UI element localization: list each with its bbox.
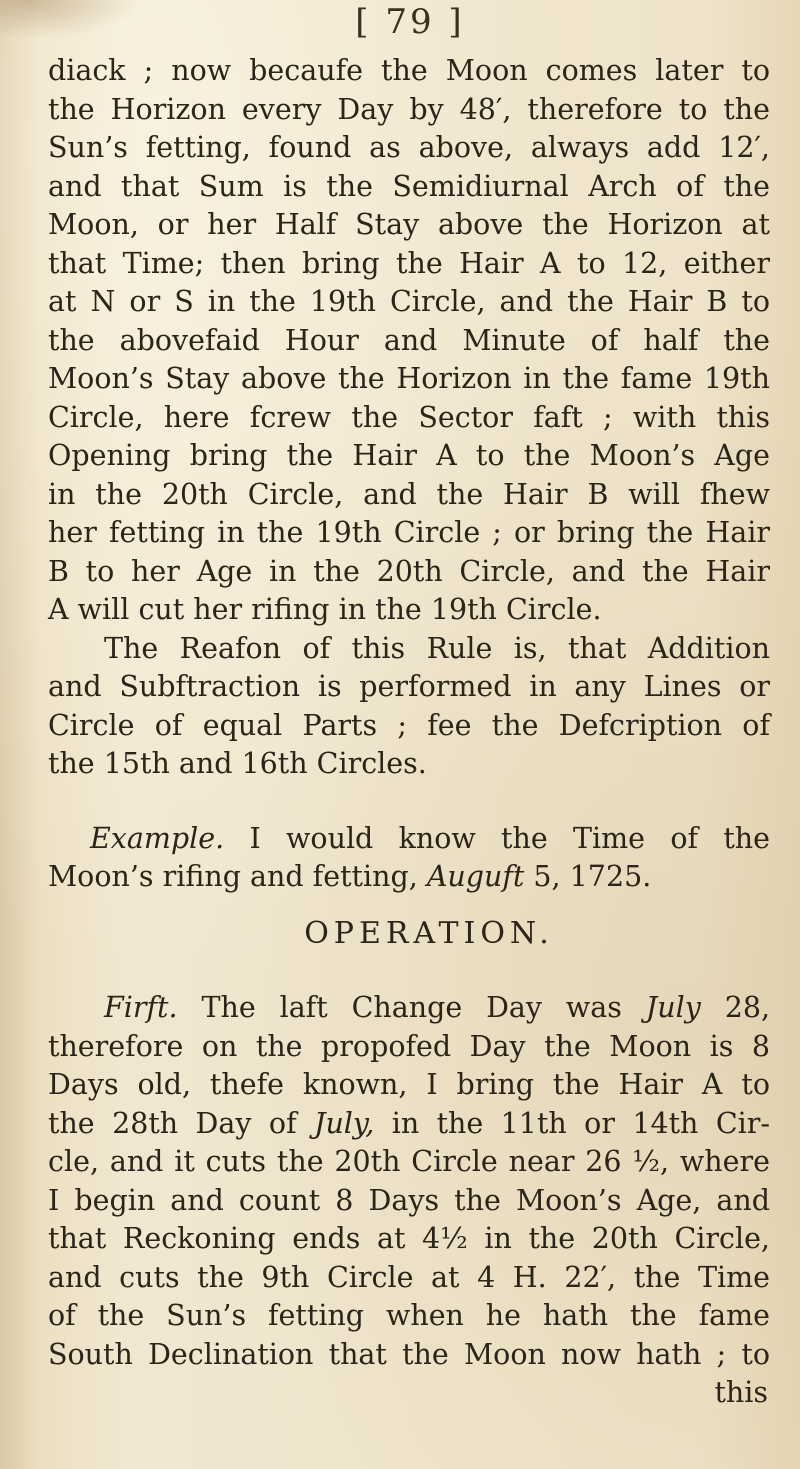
text-line: cle, and it cuts the 20th Circle near 26 ½, where bbox=[48, 1145, 770, 1178]
text-line: Moon, or her Half Stay above the Horizon at bbox=[48, 208, 770, 241]
paragraph-2 bbox=[48, 630, 770, 784]
example-paragraph bbox=[48, 820, 770, 897]
text-line: of the Sun’s fetting when he hath the fame bbox=[48, 1299, 770, 1332]
text-line: I begin and count 8 Days the Moon’s Age, and bbox=[48, 1183, 770, 1217]
text-line: and cuts the 9th Circle at 4 H. 22′, the Time bbox=[48, 1260, 770, 1294]
text-span: The laft Change Day was bbox=[201, 991, 622, 1024]
section-heading: OPERATION. bbox=[304, 915, 554, 951]
paragraph-3 bbox=[48, 989, 770, 1374]
text-line: that Time; then bring the Hair A to 12, either bbox=[48, 246, 770, 280]
text-line: Circle, here fcrew the Sector faft ; with this bbox=[48, 400, 770, 434]
text-line: therefore on the propofed Day the Moon is 8 bbox=[48, 1029, 770, 1063]
text-line: B to her Age in the 20th Circle, and the Hair bbox=[48, 554, 770, 588]
text-line: Circle of equal Parts ; fee the Defcription of bbox=[48, 708, 770, 742]
text-line: Opening bring the Hair A to the Moon’s Age bbox=[48, 439, 770, 472]
text-line: the Horizon every Day by 48′, therefore to the bbox=[48, 92, 770, 126]
text-line: the 15th and 16th Circles. bbox=[48, 747, 427, 780]
text-span: 28, bbox=[724, 991, 771, 1024]
text-line: Moon’s Stay above the Horizon in the fame 19th bbox=[48, 362, 770, 395]
text-line: the abovefaid Hour and Minute of half the bbox=[48, 323, 770, 357]
text-line: South Declination that the Moon now hath ; to bbox=[48, 1337, 770, 1371]
text-line: that Reckoning ends at 4½ in the 20th Circle, bbox=[48, 1222, 770, 1255]
text-line bbox=[48, 989, 770, 1028]
text-line: and Subftraction is performed in any Lines or bbox=[48, 670, 770, 703]
example-text: Moon’s rifing and fetting, bbox=[48, 860, 418, 893]
example-text: I would know the Time of the bbox=[249, 821, 770, 855]
text-line: diack ; now becaufe the Moon comes later to bbox=[48, 54, 770, 87]
text-line: Sun’s fetting, found as above, always add 12′, bbox=[48, 131, 770, 164]
spacer bbox=[48, 784, 770, 820]
month-italic: Auguft bbox=[426, 860, 525, 893]
text-span: the 28th Day of bbox=[48, 1106, 297, 1140]
page-number: [ 79 ] bbox=[355, 2, 465, 42]
month-italic: July, bbox=[314, 1106, 375, 1140]
text-line: her fetting in the 19th Circle ; or bring the Hair bbox=[48, 516, 770, 549]
text-line: and that Sum is the Semidiurnal Arch of the bbox=[48, 169, 770, 203]
text-line bbox=[48, 858, 770, 897]
text-line: at N or S in the 19th Circle, and the Hair B to bbox=[48, 285, 770, 318]
text-line: Days old, thefe known, I bring the Hair A to bbox=[48, 1068, 770, 1101]
text-line bbox=[48, 1105, 770, 1144]
example-text: 5, 1725. bbox=[533, 860, 652, 893]
text-line: A will cut her rifing in the 19th Circle. bbox=[48, 593, 602, 626]
text-line: in the 20th Circle, and the Hair B will fhew bbox=[48, 477, 770, 511]
month-italic: July bbox=[645, 991, 701, 1024]
lead-word: Firft. bbox=[104, 991, 178, 1024]
text-span: in the 11th or 14th Cir- bbox=[391, 1106, 770, 1140]
paragraph-1 bbox=[48, 52, 770, 630]
text-line: The Reafon of this Rule is, that Addition bbox=[104, 631, 770, 665]
example-label: Example. bbox=[90, 821, 225, 855]
page-text bbox=[48, 52, 770, 1413]
catchword: this bbox=[714, 1376, 768, 1409]
text-line bbox=[48, 820, 770, 859]
